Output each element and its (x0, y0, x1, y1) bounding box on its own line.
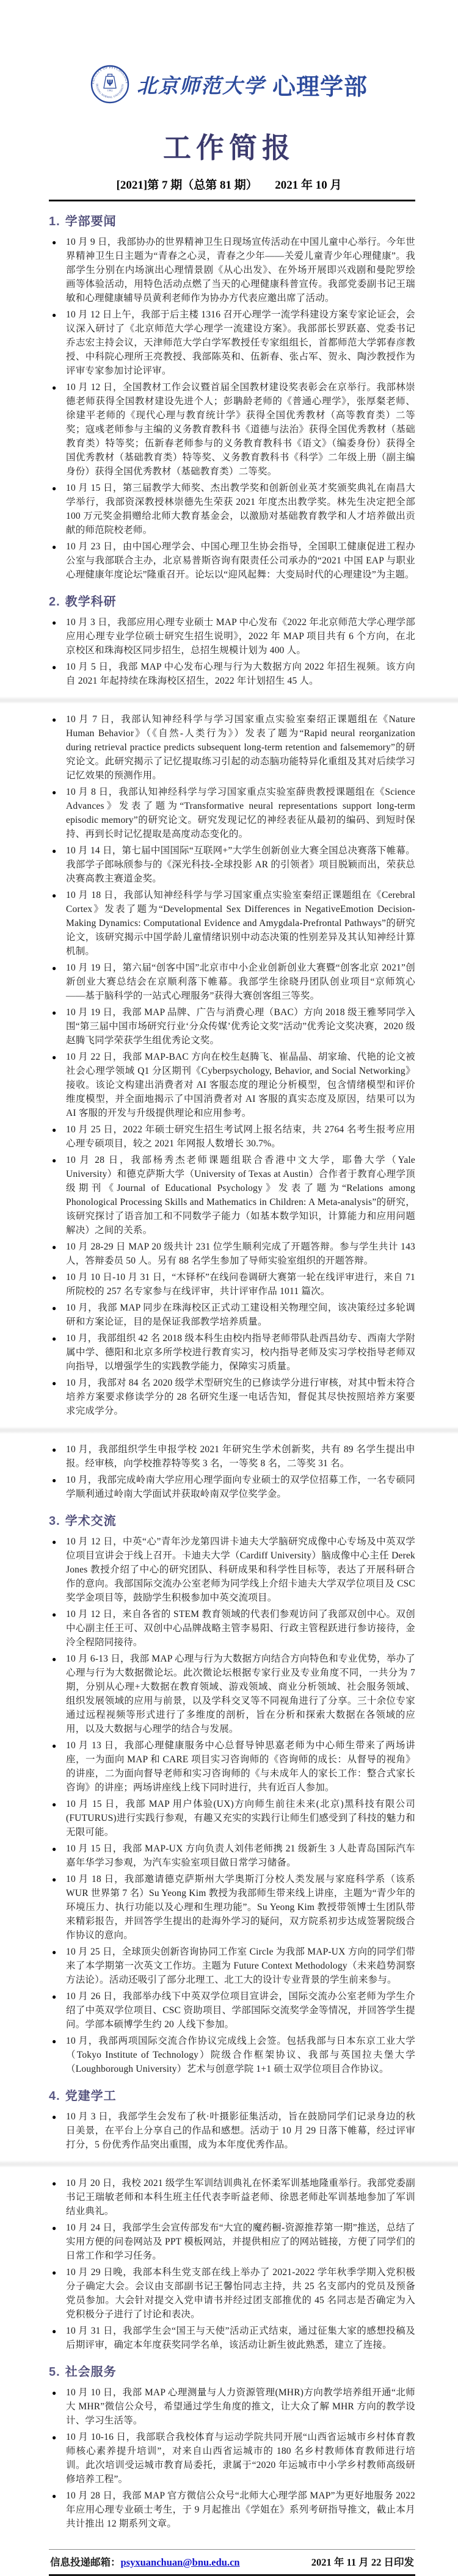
item-text: 10 月 12 日，中英“心”青年沙龙第四讲卡迪夫大学脑研究成像中心专场及中英双学位项目宣讲会于线上召开。卡迪夫大学（Cardiff University）脑成像中心主任 Derek Jones 教授介绍了中心的研究团队、科研成果和科学性目标等，表达了开展科研合作的意向。我部国际交流办公室老师为同学线上介绍卡迪夫大学双学位项目及 CSC 奖学金项目等，鼓励学生积极参加中英交流项目。 (66, 1536, 415, 1603)
bulletin-item (52, 712, 415, 783)
bullet-icon: ● (52, 1273, 57, 1282)
bulletin-item (52, 1331, 415, 1373)
scan-page-break (0, 696, 458, 704)
item-text: 10 月 25 日，2022 年硕士研究生招生考试网上报名结束，共 2764 名考生报考应用心理专硕项目，较之 2021 年网报人数增长 30.7%。 (66, 1124, 415, 1149)
section-number: 3. (49, 1514, 60, 1528)
section-title: 教学科研 (65, 595, 117, 609)
svg-text:Ψ: Ψ (106, 79, 114, 89)
section-heading (49, 592, 415, 609)
bulletin-item (52, 1652, 415, 1736)
item-text: 10 月 15 日，我部 MAP-UX 方向负责人刘伟老师携 21 级新生 3 人赴青岛国际汽车嘉年华学习参观，为汽车实验室项目做日常学习储备。 (66, 1843, 415, 1868)
bulletin-item (52, 540, 415, 582)
bulletin-item (52, 1797, 415, 1839)
item-text: 10 月 10 日-10 月 31 日，“木铎杯”在线问卷调研大赛第一轮在线评审进行，来自 71 所院校的 257 名专家参与在线评审，共计评审作品 1011 篇次。 (66, 1272, 415, 1297)
bullet-icon: ● (52, 891, 57, 900)
bulletin-item (52, 1301, 415, 1329)
bulletin-item (52, 1153, 415, 1237)
bullet-icon: ● (52, 1378, 57, 1387)
email-link[interactable]: psyxuanchuan@bnu.edu.cn (120, 2556, 240, 2568)
section-number: 1. (49, 214, 60, 228)
section-number: 5. (49, 2365, 60, 2379)
bullet-icon: ● (52, 2112, 57, 2121)
item-text: 10 月 31 日，我部学生会“国王与天使”活动正式结束，通过征集大家的感想投稿及后期评审，确定本年度获奖同学名单，该活动让新生彼此熟悉，建立了连接。 (66, 2325, 415, 2350)
faculty-name-wordmark: 心理学部 (272, 74, 368, 100)
bullet-icon: ● (52, 662, 57, 671)
bullet-icon: ● (52, 1445, 57, 1454)
item-text: 10 月 10-16 日，我部联合我校体育与运动学院共同开展“山西省运城市乡村体育教师核心素养提升培训”，对来自山西省运城市的 180 名乡村教师体育教师进行培训。此次培训受运城市教育局委托，隶属于“2020 年运城市中小学乡村教师高级研修培养工程”。 (66, 2431, 415, 2484)
bulletin-item (52, 1123, 415, 1151)
section-title: 学部要闻 (65, 214, 117, 228)
page-title: 工作简报 (163, 132, 295, 164)
footer-email-label: 信息投递邮箱： (50, 2556, 121, 2568)
section-heading (49, 2362, 415, 2379)
header-logo (0, 65, 458, 104)
section-title: 社会服务 (65, 2365, 117, 2379)
bulletin-item (52, 235, 415, 305)
item-text: 10 月 28 日，我部杨秀杰老师课题组联合香港中文大学，耶鲁大学（Yale University）和德克萨斯大学（University of Texas at Austin）合作者于教育心理学顶级期刊《Journal of Educational Psychology》发表了题为“Relations among Phonological Processing Skills and Mathematics in Children: A Meta-analysis”的研究，该研究探讨了语音加工和不同数学子能力（如基本数学知识，计算能力和应用问题解决）之间的关系。 (66, 1154, 415, 1236)
bulletin-item (52, 2489, 415, 2531)
bullet-icon: ● (52, 1800, 57, 1809)
bullet-icon: ● (52, 1654, 57, 1663)
bulletin-item (52, 1473, 415, 1501)
svg-text:FACULTY OF PSYCHOLOGY: FACULTY OF PSYCHOLOGY (91, 65, 129, 85)
item-text: 10 月 29 日晚，我部本科生党支部在线上举办了 2021-2022 学年秋季学期入党积极分子确定大会。会议由支部副书记王馨怡同志主持，共 25 名支部内的党员及预备党员参加。大会针对提交入党申请书并经过团支部推优的 45 名同志是否确定为入党积极分子进行了讨论和表决。 (66, 2267, 415, 2320)
bulletin-item (52, 2110, 415, 2152)
bullet-icon: ● (52, 846, 57, 855)
print-date: 2021 年 11 月 22 日印发 (311, 2556, 414, 2568)
item-text: 10 月 28 日，我部 MAP 官方微信公众号“北师大心理学部 MAP”为更好地服务 2022 年应用心理专业硕士考生，于 9 月起推出《学姐在》系列考研指导推文，截止本月共计推出 12 期系列文章。 (66, 2490, 415, 2529)
bullet-icon: ● (52, 1610, 57, 1619)
bulletin-item (52, 1240, 415, 1268)
bullet-icon: ● (52, 1125, 57, 1134)
bulletin-item (52, 2221, 415, 2263)
bullet-icon: ● (52, 542, 57, 551)
item-text: 10 月，我部对 84 名 2020 级学术型研究生的已修读学分进行审核，对其中暂未符合培养方案要求修读学分的 28 名研究生逐一电话告知，督促其尽快按照培养方案要求完成学分。 (66, 1377, 415, 1416)
item-text: 10 月 5 日，我部 MAP 中心发布心理与行为大数据方向 2022 年招生视频。该方向自 2021 年起持续在珠海校区招生，2022 年计划招生 45 人。 (66, 661, 415, 686)
bulletin-item (52, 1005, 415, 1047)
item-text: 10 月 18 日，我部邀请德克萨斯州大学奥斯汀分校人类发展与家庭科学系（该系 WUR 世界第 7 名）Su Yeong Kim 教授为我部师生带来线上讲座，主题为“青少年的环境压力、执行功能以及心理和生理功能”。Su Yeong Kim 教授带领博士生团队带来精彩报告，并回答学生提出的赴海外学习的疑问，双方院系初步达成签署院级合作协议的意向。 (66, 1873, 415, 1941)
bulletin-item (52, 2265, 415, 2321)
bullet-icon: ● (52, 383, 57, 392)
item-text: 10 月 18 日，我部认知神经科学与学习国家重点实验室秦绍正课题组在《Cerebral Cortex》发表了题为“Developmental Sex Differences in NegativeEmotion Decision-Making Dynamics: Computational Evidence and Amygdala-Prefrontal Pathways”的研究论文，该研究揭示中国学龄儿童情绪识别中动态决策的性别差异及其认知神经计算机制。 (66, 889, 415, 957)
bulletin-item (52, 961, 415, 1003)
bulletin-item (52, 1607, 415, 1649)
bulletin-item (52, 1376, 415, 1418)
bullet-icon: ● (52, 237, 57, 247)
item-text: 10 月 28-29 日 MAP 20 级共计 231 位学生顺利完成了开题答辩。参与学生共计 143 人，答辩委员 50 人。另有 88 名学生参加了导师实验室组织的开题答辩。 (66, 1241, 415, 1266)
item-text: 10 月 9 日，我部协办的世界精神卫生日现场宣传活动在中国儿童中心举行。今年世界精神卫生日主题为“青春之心灵，青春之少年——关爱儿童青少年心理健康”。我部学生分别在内场演出心理情景剧《从心出发》、在外场开展即兴戏剧和曼陀罗绘画等体验活动，用特色活动点燃了当天的心理健康科普宣传。我部党委副书记王瑞敏和心理健康辅导员黄利老师作为协办方代表应邀出席了活动。 (66, 236, 415, 303)
bulletin-item (52, 1872, 415, 1942)
item-text: 10 月 15 日，我部 MAP 用户体验(UX)方向师生前往未来(北京)黑科技有限公司(FUTURUS)进行实践行参观，有趣又充实的实践行让师生们感受到了科技的魅力和无限可能。 (66, 1798, 415, 1837)
item-text: 10 月 23 日，由中国心理学会、中国心理卫生协会指导，全国职工健康促进工程办公室与我部联合主办，北京易普斯咨询有限责任公司承办的“2021 中国 EAP 与职业心理健康年度论坛”隆重召开。论坛以“迎风起舞：大变局时代的心理建设”为主题。 (66, 541, 415, 580)
scan-page-break (0, 1427, 458, 1434)
item-text: 10 月 12 日，全国教材工作会议暨首届全国教材建设奖表彰会在京举行。我部林崇德老师获得全国教材建设先进个人；彭聃龄老师的《普通心理学》，张厚粲老师、徐建平老师的《现代心理与教育统计学》获得全国优秀教材（高等教育类）二等奖；寇彧老师参与主编的义务教育教科书《道德与法治》获得全国优秀教材（基础教育类）特等奖；伍新春老师参与的义务教育教科书《语文》（编委身份）获得全国优秀教材（基础教育类）特等奖、义务教育教科书《科学》二年级上册（副主编身份）获得全国优秀教材（基础教育类）二等奖。 (66, 382, 415, 477)
bulletin-item (52, 1050, 415, 1120)
item-text: 10 月 10 日，我部 MAP 心理测量与人力资源管理(MHR)方向教学培养组开通“北师大 MHR”微信公众号，希望通过学生角度的推文，让大众了解 MHR 方向的教学设计、学习生活等。 (66, 2387, 415, 2426)
bulletin-item (52, 615, 415, 657)
bullet-icon: ● (52, 2036, 57, 2046)
section-heading (49, 211, 415, 229)
item-text: 10 月 14 日，第七届中国国际“互联网+”大学生创新创业大赛全国总决赛落下帷幕。我部学子郎咏颀参与的《深光科技-全球投影 AR 的引领者》项目脱颖而出，荣获总决赛高教主赛道金奖。 (66, 845, 415, 884)
bulletin-item (52, 308, 415, 378)
svg-text:1902: 1902 (107, 89, 113, 92)
bullet-icon: ● (52, 618, 57, 627)
bullet-icon: ● (52, 1334, 57, 1343)
bulletin-item (52, 844, 415, 886)
bullet-icon: ● (52, 2388, 57, 2397)
content-column (49, 200, 415, 2576)
bulletin-item (52, 2324, 415, 2352)
bullet-icon: ● (52, 1875, 57, 1884)
bulletin-item (52, 2430, 415, 2486)
item-text: 10 月 24 日，我部学生会宣传部发布“大宜的魔药橱-资源推荐第一期”推送，总结了实用方便的问卷网站及 PPT 模板网站，并提供相应了的网站链接，方便了同学们的日常工作和学习任务。 (66, 2222, 415, 2261)
section-title: 党建学工 (65, 2089, 117, 2103)
bulletin-item (52, 2034, 415, 2076)
footer-bar (49, 2549, 415, 2576)
bullet-icon: ● (52, 1156, 57, 1165)
section-number: 4. (49, 2089, 60, 2103)
item-text: 10 月 3 日，我部应用心理专业硕士 MAP 中心发布《2022 年北京师范大学心理学部应用心理专业学位硕士研究生招生说明》，2022 年 MAP 项目共有 6 个方向，在北京校区和珠海校区同步招生，总招生规模计划为 400 人。 (66, 617, 415, 656)
bullet-icon: ● (52, 1844, 57, 1853)
item-text: 10 月 6-13 日，我部 MAP 心理与行为大数据方向结合方向特色和专业优势，举办了心理与行为大数据微论坛。此次微论坛根据专家行业及专业角度不同，一共分为 7 期，分别从心理+大数据在教育领域、游戏领域、商业分析领域、社会服务领域、组织发展领域的应用与前景，以及学科交叉等不同视角进行了分享。三十余位专家通过远程视频等形式进行了多维度的剖析，旨在分析和探索大数据在各领域的应用，以及大数据与心理学的结合与发展。 (66, 1653, 415, 1734)
bulletin-item (52, 660, 415, 688)
item-text: 10 月 7 日，我部认知神经科学与学习国家重点实验室秦绍正课题组在《Nature Human Behavior》（《自然-人类行为》）发表了题为“Rapid neural reorganization during retrieval practice predicts subsequent long-term retention and falsememory”的研究论文。此研究揭示了记忆提取练习引起的动态脑功能特异化重组及其对后续学习记忆效果的预测作用。 (66, 714, 415, 781)
item-text: 10 月，我部 MAP 同步在珠海校区正式动工建设相关物理空间，该决策经过多轮调研和方案论证，目的是保证我部教学培养质量。 (66, 1302, 415, 1327)
item-text: 10 月 12 日上午，我部于后主楼 1316 召开心理学一流学科建设方案专家论证会，会议深入研讨了《北京师范大学心理学一流建设方案》。我部部长罗跃嘉、党委书记乔志宏主持会议，天津师范大学白学军教授任专家组组长，首都师范大学郭春彦教授、中科院心理所王亮教授、我部陈英和、伍新春、张占军、贺永、陶沙教授作为评审专家参加讨论评审。 (66, 309, 415, 376)
bullet-icon: ● (52, 1947, 57, 1956)
university-seal-icon (90, 65, 129, 104)
bullet-icon: ● (52, 2179, 57, 2188)
bulletin-item (52, 1945, 415, 1987)
bullet-icon: ● (52, 1052, 57, 1062)
item-text: 10 月，我部组织学生申报学校 2021 年研究生学术创新奖，共有 89 名学生提出申报。经审核，向学校推荐特等奖 3 名，一等奖 8 名，二等奖 31 名。 (66, 1444, 415, 1469)
bullet-icon: ● (52, 787, 57, 797)
bullet-icon: ● (52, 1741, 57, 1750)
section-heading (49, 2086, 415, 2104)
bulletin-item (52, 1842, 415, 1870)
section-heading (49, 1511, 415, 1529)
svg-text:BEIJING NORMAL UNIVERSITY: BEIJING NORMAL UNIVERSITY (95, 84, 125, 99)
item-text: 10 月 19 日，第六届“创客中国”北京市中小企业创新创业大赛暨“创客北京 2021”创新创业大赛总结会在京顺利落下帷幕。我部学生徐晓丹团队创业项目“京师筑心——基于脑科学的一站式心理服务”获得大赛创客组三等奖。 (66, 962, 415, 1001)
bulletin-item (52, 481, 415, 537)
item-text: 10 月 15 日，第三届教学大师奖、杰出教学奖和创新创业英才奖颁奖典礼在南昌大学举行，我部资深教授林崇德先生荣获 2021 年度杰出教学奖。林先生决定把全部 100 万元奖金捐赠给北师大教育基金会，以激励对基础教育教学和人才培养做出贡献的师范院校老师。 (66, 482, 415, 535)
bullet-icon: ● (52, 1537, 57, 1546)
bullet-icon: ● (52, 1303, 57, 1312)
sections-container (49, 211, 415, 2531)
bullet-icon: ● (52, 2326, 57, 2335)
bulletin-item (52, 1270, 415, 1298)
item-text: 10 月 20 日，我校 2021 级学生军训结训典礼在怀柔军训基地隆重举行。我部党委副书记王瑞敏老师和本科生班主任代表李昕益老师、徐恩老师赴军训基地参加了军训结业典礼。 (66, 2177, 415, 2216)
bullet-icon: ● (52, 2223, 57, 2232)
bullet-icon: ● (52, 2268, 57, 2277)
item-text: 10 月，我部组织 42 名 2018 级本科生由校内指导老师带队赴西昌幼专、西南大学附属中学、德阳和北京多所学校进行教育实习，校内指导老师及实习学校指导老师双向指导，以增强学生的实践教学能力，保障实习质量。 (66, 1333, 415, 1372)
scan-page-break (0, 2160, 458, 2168)
bullet-icon: ● (52, 963, 57, 972)
bulletin-item (52, 1535, 415, 1605)
bullet-icon: ● (52, 1242, 57, 1251)
issue-line: [2021]第 7 期（总第 81 期） 2021 年 10 月 (116, 179, 342, 192)
bullet-icon: ● (52, 310, 57, 319)
item-text: 10 月 26 日，我部举办线下中英双学位项目宣讲会，国际交流办公室老师为学生介绍了中英双学位项目、CSC 资助项目、学部国际交流奖学金等情况，并回答学生提问。学部本硕博学生约 20 人线下参加。 (66, 1991, 415, 2030)
item-text: 10 月 3 日，我部学生会发布了秋·叶摄影征集活动，旨在鼓励同学们记录身边的秋日美景，在平台上分享自己的作品和感想。活动于 10 月 29 日落下帷幕，经过评审打分，5 份优秀作品突出重围，成为本年度优秀作品。 (66, 2111, 415, 2150)
bullet-icon: ● (52, 1475, 57, 1485)
item-text: 10 月 25 日，全球顶尖创新咨询协同工作室 Circle 为我部 MAP-UX 方向的同学们带来了本学期第一次英文工作坊。主题为 Future Context Methodology（未来趋势洞察方法论）。活动还吸引了部分北理工、北工大的设计专业背景的学生前来参与。 (66, 1946, 415, 1985)
item-text: 10 月 19 日，我部 MAP 品牌、广告与消费心理（BAC）方向 2018 级王雅琴同学入围“第三届中国市场研究行业‘分众传媒’优秀论文奖”活动”优秀论文奖决赛，2020 级赵腾飞同学荣获学生组优秀论文奖。 (66, 1007, 415, 1046)
item-text: 10 月 22 日，我部 MAP-BAC 方向在校生赵腾飞、崔晶晶、胡家瑜、代艳的论文被社会心理学领域 Q1 分区期刊《Cyberpsychology, Behavior, and Social Networking》接收。该论文构建出消费者对 AI 客服态度的理论分析模型，包含情绪模型和评价维度模型，并全面地揭示了中国消费者对 AI 客服的真实态度及原因，结果可以为 AI 客服的开发与升级提供理论和应用参考。 (66, 1051, 415, 1118)
section-number: 2. (49, 595, 60, 609)
section-title: 学术交流 (65, 1514, 117, 1528)
bullet-icon: ● (52, 2433, 57, 2442)
bulletin-item (52, 1738, 415, 1795)
bullet-icon: ● (52, 1008, 57, 1017)
bulletin-item (52, 1989, 415, 2031)
bulletin-item (52, 785, 415, 841)
bulletin-item (52, 1442, 415, 1471)
university-name-calligraphy: 北京师范大学 (136, 73, 265, 98)
bullet-icon: ● (52, 2491, 57, 2500)
footer-contact (50, 2554, 240, 2569)
bullet-icon: ● (52, 715, 57, 724)
item-text: 10 月，我部完成岭南大学应用心理学面向专业硕士的双学位招募工作，一名专硕同学顺利通过岭南大学面试并获取岭南双学位奖学金。 (66, 1474, 415, 1499)
item-text: 10 月 12 日，来自各省的 STEM 教育领域的代表们参观访问了我部双创中心。双创中心副主任王可、双创中心品牌战略主管李易阳、行政主管程跃进行参访接待，金泠全程陪同接待。 (66, 1608, 415, 1648)
bulletin-item (52, 2176, 415, 2218)
bulletin-item (52, 380, 415, 479)
item-text: 10 月 13 日，我部心理健康服务中心总督导钟思嘉老师为中心师生带来了两场讲座，一为面向 MAP 和 CARE 项目实习咨询师的《咨询师的成长：从督导的视角》的讲座，二为面向督导老师和实习咨询师的《与未成年人的家长工作：整合式家长咨询》的讲座；两场讲座线上线下同时进行，共有近百人参加。 (66, 1740, 415, 1793)
bullet-icon: ● (52, 483, 57, 493)
header-divider (49, 200, 415, 201)
bulletin-item (52, 2386, 415, 2428)
bullet-icon: ● (52, 1992, 57, 2001)
item-text: 10 月 8 日，我部认知神经科学与学习国家重点实验室薛贵教授课题组在《Science Advances》发表了题为“Transformative neural representations support long-term episodic memory”的研究论文。研究发现记忆的神经表征从最初的编码、到短时保持、再到长时记忆提取是高度动态变化的。 (66, 786, 415, 839)
bulletin-item (52, 888, 415, 958)
item-text: 10 月，我部两项国际交流合作协议完成线上会签。包括我部与日本东京工业大学（Tokyo Institute of Technology）院级合作框架协议、我部与英国拉夫堡大学（Loughborough University）艺术与创意学院 1+1 硕士双学位项目合作协议。 (66, 2035, 415, 2074)
